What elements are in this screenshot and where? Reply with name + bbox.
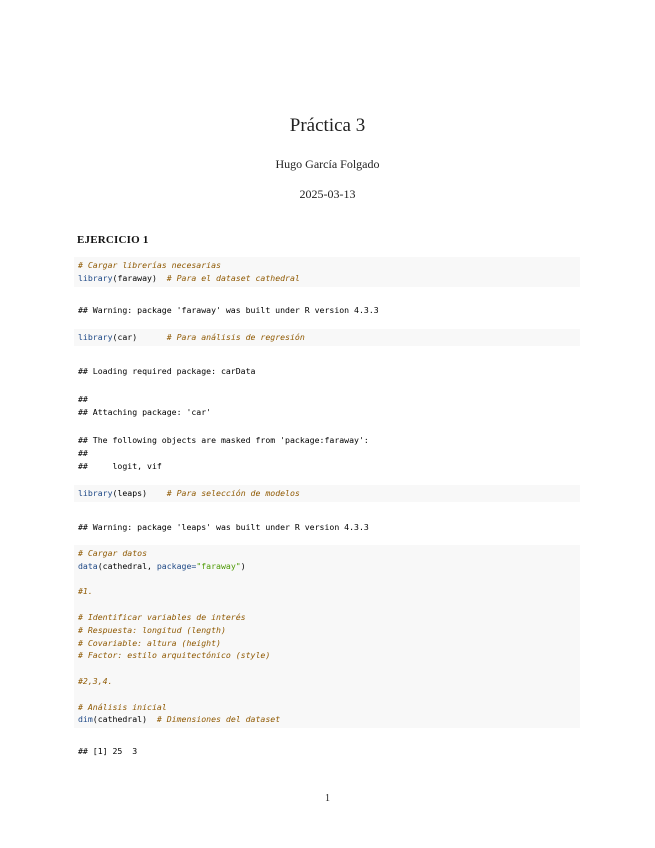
output-line: ## logit, vif [78,460,162,471]
code-comment: # Respuesta: longitud (length) [78,624,226,635]
output-line: ## Loading required package: carData [78,366,256,376]
code-chunk-load-data [74,545,580,728]
document-author: Hugo García Folgado [275,157,380,171]
output-car-masked [74,434,580,472]
code-keyword: package= [156,560,197,571]
output-warning-leaps [74,521,580,534]
output-line: ## [78,447,88,458]
page-number: 1 [325,793,330,804]
code-comment: # Para el dataset cathedral [156,272,300,283]
code-args: (cathedral) [92,714,148,725]
output-line: ## Attaching package: 'car' [78,406,212,417]
output-warning-faraway [74,304,580,317]
code-args: (cathedral, [97,560,157,571]
output-line: ## [1] 25 3 [78,746,138,756]
code-args: (leaps) [112,488,148,498]
code-function: dim [78,714,93,725]
code-comment: # Para análisis de regresión [137,332,305,342]
document-title: Práctica 3 [289,115,366,136]
code-function: library [78,272,113,283]
document-date: 2025-03-13 [299,187,356,201]
output-line: ## [78,394,88,404]
code-comment: # Cargar datos [78,548,148,558]
code-function: library [78,488,113,498]
code-comment: # Identificar variables de interés [78,611,246,622]
code-chunk-load-leaps [74,485,580,502]
code-chunk-load-car [74,329,580,346]
output-line: ## Warning: package 'faraway' was built under R version 4.3.3 [78,305,379,315]
code-comment: # Factor: estilo arquitectónico (style) [78,650,271,661]
output-line: ## Warning: package 'leaps' was built under R version 4.3.3 [78,522,369,532]
code-chunk-load-faraway [74,257,580,287]
code-comment: # Covariable: altura (height) [78,637,221,648]
code-string: "faraway" [196,560,241,571]
code-comment: #2,3,4. [78,675,113,686]
output-car-messages [74,365,580,378]
code-function: data [78,560,98,571]
code-args: ) [240,560,246,571]
code-args: (faraway) [112,272,157,283]
code-comment: #1. [78,586,93,597]
output-dim [74,745,580,758]
section-heading: EJERCICIO 1 [77,234,149,246]
code-comment: # Análisis inicial [78,701,167,712]
code-comment: # Dimensiones del dataset [147,714,281,725]
code-function: library [78,332,113,342]
output-car-attach [74,393,580,419]
code-comment: # Para selección de modelos [147,488,300,498]
code-args: (car) [112,332,138,342]
output-line: ## The following objects are masked from 'package:faraway': [78,435,369,445]
code-comment: # Cargar librerías necesarias [78,260,221,270]
